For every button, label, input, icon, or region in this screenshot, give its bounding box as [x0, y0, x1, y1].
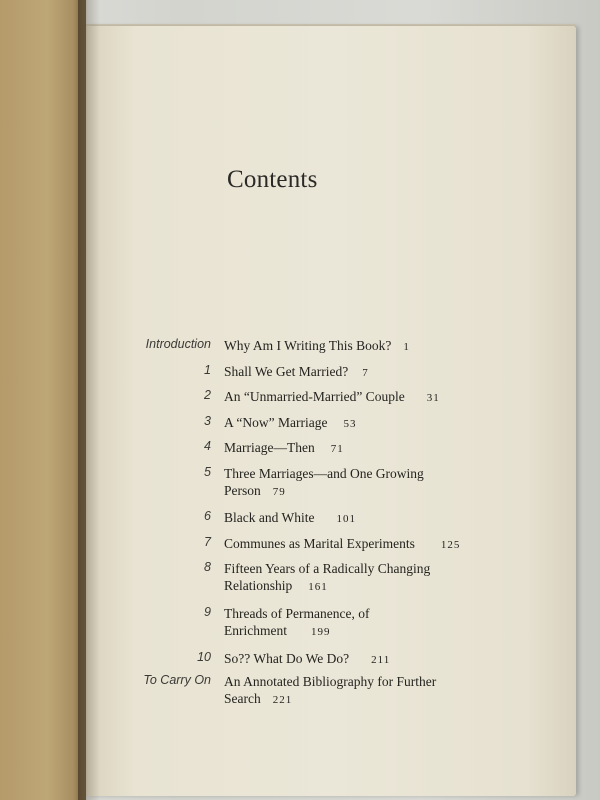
toc-entry-label: 7: [204, 535, 211, 549]
toc-entry-title: Fifteen Years of a Radically Changing Relationship: [224, 561, 431, 593]
toc-entry-title: So?? What Do We Do?: [224, 651, 350, 666]
toc-entry-page: 211: [371, 654, 391, 666]
toc-entry-page: 1: [403, 341, 410, 353]
toc-entry-title: A “Now” Marriage: [224, 415, 328, 430]
toc-entry-title: Why Am I Writing This Book?: [224, 338, 392, 353]
toc-entry-page: 101: [336, 513, 356, 525]
toc-entry-label: 2: [204, 388, 211, 402]
toc-entry-title: Three Marriages—and One Growing Person: [224, 466, 424, 498]
toc-entry-page: 71: [330, 443, 344, 455]
toc-entry-title: Threads of Permanence, of Enrichment: [224, 606, 370, 638]
toc-entry-title: Communes as Marital Experiments: [224, 536, 415, 551]
toc-entry-page: 161: [308, 581, 328, 593]
toc-entry-label: 3: [204, 414, 211, 428]
toc-entry-page: 31: [426, 392, 440, 404]
toc-entry-page: 53: [343, 418, 357, 430]
toc-entry-label: 6: [204, 509, 211, 523]
toc-entry-page: 7: [362, 367, 369, 379]
toc-entry-page: 125: [440, 539, 461, 551]
toc-entry-title: An Annotated Bibliography for Further Search: [224, 674, 437, 706]
page-title: Contents: [227, 166, 318, 193]
toc-entry-page: 221: [272, 694, 293, 706]
toc-entry-title: Marriage—Then: [224, 440, 315, 455]
toc-entry-label: 8: [204, 560, 211, 574]
toc-entry-label: 5: [204, 465, 211, 479]
toc-entry-label: Introduction: [145, 337, 211, 351]
toc-entry-label: 10: [197, 650, 211, 664]
toc-entry-page: 199: [310, 626, 331, 638]
toc-entry-label: 9: [204, 605, 211, 619]
toc-entry-label: To Carry On: [143, 673, 211, 687]
toc-entry-title: Shall We Get Married?: [224, 364, 349, 379]
toc-entry-label: 1: [204, 363, 211, 377]
toc-entry-title: Black and White: [224, 510, 315, 525]
toc-entry-title: An “Unmarried-Married” Couple: [224, 389, 405, 404]
toc-entry-label: 4: [204, 439, 211, 453]
toc-entry-page: 79: [272, 486, 286, 498]
